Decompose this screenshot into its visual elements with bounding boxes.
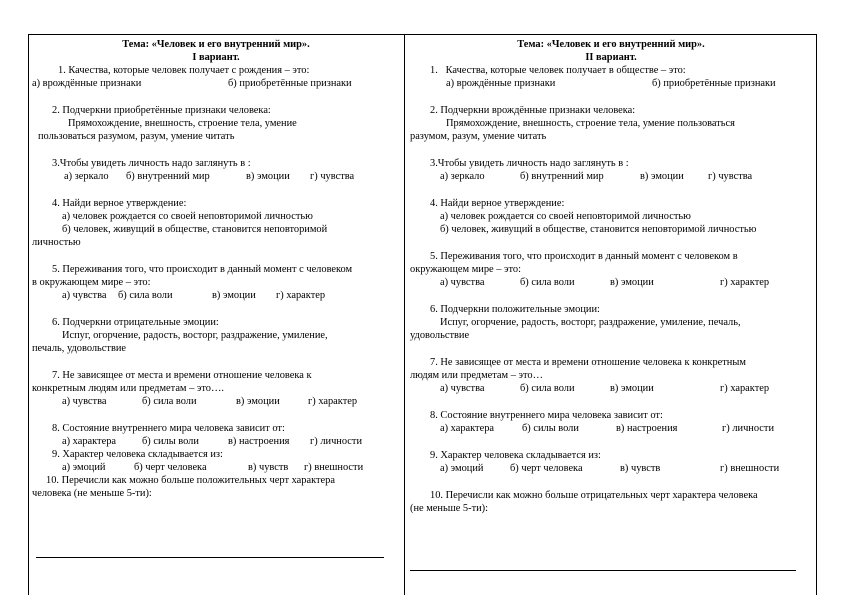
question-4-option-a: а) человек рождается со своей неповторимой личностью: [440, 211, 691, 222]
variant-1-column: [32, 38, 400, 500]
question-10: 10. Перечисли как можно больше положительных черт характера: [46, 475, 335, 486]
option-c: в) эмоции: [236, 396, 280, 407]
question-9-options: [410, 462, 812, 475]
question-5: 5. Переживания того, что происходит в данный момент с человеком: [52, 264, 353, 275]
question-9: 9. Характер человека складывается из:: [430, 450, 601, 461]
option-b: б) силы воли: [522, 423, 579, 434]
question-10: 10. Перечисли как можно больше отрицательных черт характера человека: [430, 490, 758, 501]
question-3: 3.Чтобы увидеть личность надо заглянуть в :: [430, 158, 629, 169]
question-1: 1. Качества, которые человек получает в обществе – это:: [430, 65, 686, 76]
option-d: г) чувства: [310, 171, 355, 182]
question-1: 1. Качества, которые человек получает с рождения – это:: [58, 65, 310, 76]
option-b: б) сила воли: [142, 396, 197, 407]
option-b: б) сила воли: [520, 277, 575, 288]
question-2: 2. Подчеркни врождённые признаки человека:: [430, 105, 636, 116]
question-5: 5. Переживания того, что происходит в данный момент с человеком в: [430, 251, 738, 262]
question-7-options: [410, 382, 812, 395]
option-d: г) характер: [720, 277, 770, 288]
question-4: 4. Найди верное утверждение:: [430, 198, 565, 209]
option-a: а) эмоций: [440, 463, 484, 474]
question-8: 8. Состояние внутреннего мира человека зависит от:: [52, 423, 285, 434]
option-b: б) приобретённые признаки: [228, 78, 352, 89]
option-d: г) личности: [722, 423, 775, 434]
option-d: г) чувства: [708, 171, 753, 182]
question-4-option-b: б) человек, живущий в обществе, становится неповторимой личностью: [440, 224, 757, 235]
topic-title: Тема: «Человек и его внутренний мир».: [517, 39, 705, 50]
question-5-line-2: окружающем мире – это:: [410, 264, 521, 275]
question-2-line-2: разумом, разум, умение читать: [410, 131, 547, 142]
question-9: 9. Характер человека складывается из:: [52, 449, 223, 460]
option-a: а) врождённые признаки: [32, 78, 142, 89]
question-6-line-2: удовольствие: [410, 330, 470, 341]
option-a: а) зеркало: [64, 171, 109, 182]
option-b: б) внутренний мир: [126, 171, 210, 182]
option-a: а) зеркало: [440, 171, 485, 182]
option-c: в) эмоции: [610, 277, 654, 288]
question-6-line-1: Испуг, огорчение, радость, восторг, раздражение, умиление, печаль,: [440, 317, 741, 328]
option-b: б) силы воли: [142, 436, 199, 447]
answer-line: [36, 557, 384, 558]
variant-label: I вариант.: [192, 52, 240, 63]
question-4-option-b-cont: личностью: [32, 237, 81, 248]
option-d: г) характер: [308, 396, 358, 407]
variant-label: II вариант.: [585, 52, 637, 63]
answer-line: [410, 570, 796, 571]
topic-title: Тема: «Человек и его внутренний мир».: [122, 39, 310, 50]
option-a: а) характера: [440, 423, 495, 434]
option-b: б) приобретённые признаки: [652, 78, 776, 89]
question-7: 7. Не зависящее от места и времени отношение человека к: [52, 370, 312, 381]
question-8-options: [32, 435, 400, 448]
option-c: в) эмоции: [246, 171, 290, 182]
option-a: а) эмоций: [62, 462, 106, 473]
question-2-line-1: Прямохождение, внешность, строение тела, умение: [68, 118, 297, 129]
question-8-options: [410, 422, 812, 435]
option-b: б) внутренний мир: [520, 171, 604, 182]
question-2-line-1: Прямохождение, внешность, строение тела, умение пользоваться: [446, 118, 735, 129]
option-b: б) черт человека: [510, 463, 583, 474]
option-d: г) характер: [276, 290, 326, 301]
option-c: в) настроения: [228, 436, 290, 447]
question-6-line-1: Испуг, огорчение, радость, восторг, раздражение, умиление,: [62, 330, 328, 341]
option-a: а) чувства: [440, 383, 485, 394]
question-4-option-a: а) человек рождается со своей неповторимой личностью: [62, 211, 313, 222]
option-a: а) чувства: [440, 277, 485, 288]
option-d: г) внешности: [720, 463, 780, 474]
option-c: в) настроения: [616, 423, 678, 434]
option-c: в) чувств: [620, 463, 661, 474]
option-d: г) характер: [720, 383, 770, 394]
question-3: 3.Чтобы увидеть личность надо заглянуть в :: [52, 158, 251, 169]
question-6: 6. Подчеркни положительные эмоции:: [430, 304, 600, 315]
option-b: б) сила воли: [520, 383, 575, 394]
option-d: г) внешности: [304, 462, 364, 473]
variant-2-column: [410, 38, 812, 515]
question-7: 7. Не зависящее от места и времени отношение человека к конкретным: [430, 357, 746, 368]
option-a: а) чувства: [62, 396, 107, 407]
option-b: б) сила воли: [118, 290, 173, 301]
question-5-options: [410, 276, 812, 289]
question-6-line-2: печаль, удовольствие: [32, 343, 127, 354]
question-1-options: [32, 77, 400, 90]
column-divider: [404, 34, 405, 595]
option-b: б) черт человека: [134, 462, 207, 473]
question-10-line-2: (не меньше 5-ти):: [410, 503, 489, 514]
option-d: г) личности: [310, 436, 363, 447]
option-c: в) эмоции: [610, 383, 654, 394]
question-5-line-2: в окружающем мире – это:: [32, 277, 151, 288]
option-c: в) эмоции: [640, 171, 684, 182]
question-3-options: [410, 170, 812, 183]
question-6: 6. Подчеркни отрицательные эмоции:: [52, 317, 219, 328]
option-a: а) врождённые признаки: [446, 78, 556, 89]
question-1-options: [410, 77, 812, 90]
question-8: 8. Состояние внутреннего мира человека зависит от:: [430, 410, 663, 421]
question-7-line-2: конкретным людям или предметам – это….: [32, 383, 224, 394]
question-2-line-2: пользоваться разумом, разум, умение читать: [38, 131, 235, 142]
question-4-option-b: б) человек, живущий в обществе, становится неповторимой: [62, 224, 328, 235]
question-2: 2. Подчеркни приобретённые признаки человека:: [52, 105, 271, 116]
question-3-options: [32, 170, 400, 183]
option-a: а) характера: [62, 436, 117, 447]
option-a: а) чувства: [62, 290, 107, 301]
option-c: в) эмоции: [212, 290, 256, 301]
question-7-line-2: людям или предметам – это…: [410, 370, 543, 381]
question-5-options: [32, 289, 400, 302]
question-4: 4. Найди верное утверждение:: [52, 198, 187, 209]
question-7-options: [32, 395, 400, 408]
question-10-line-2: человека (не меньше 5-ти):: [32, 488, 152, 499]
question-9-options: [32, 461, 400, 474]
option-c: в) чувств: [248, 462, 289, 473]
